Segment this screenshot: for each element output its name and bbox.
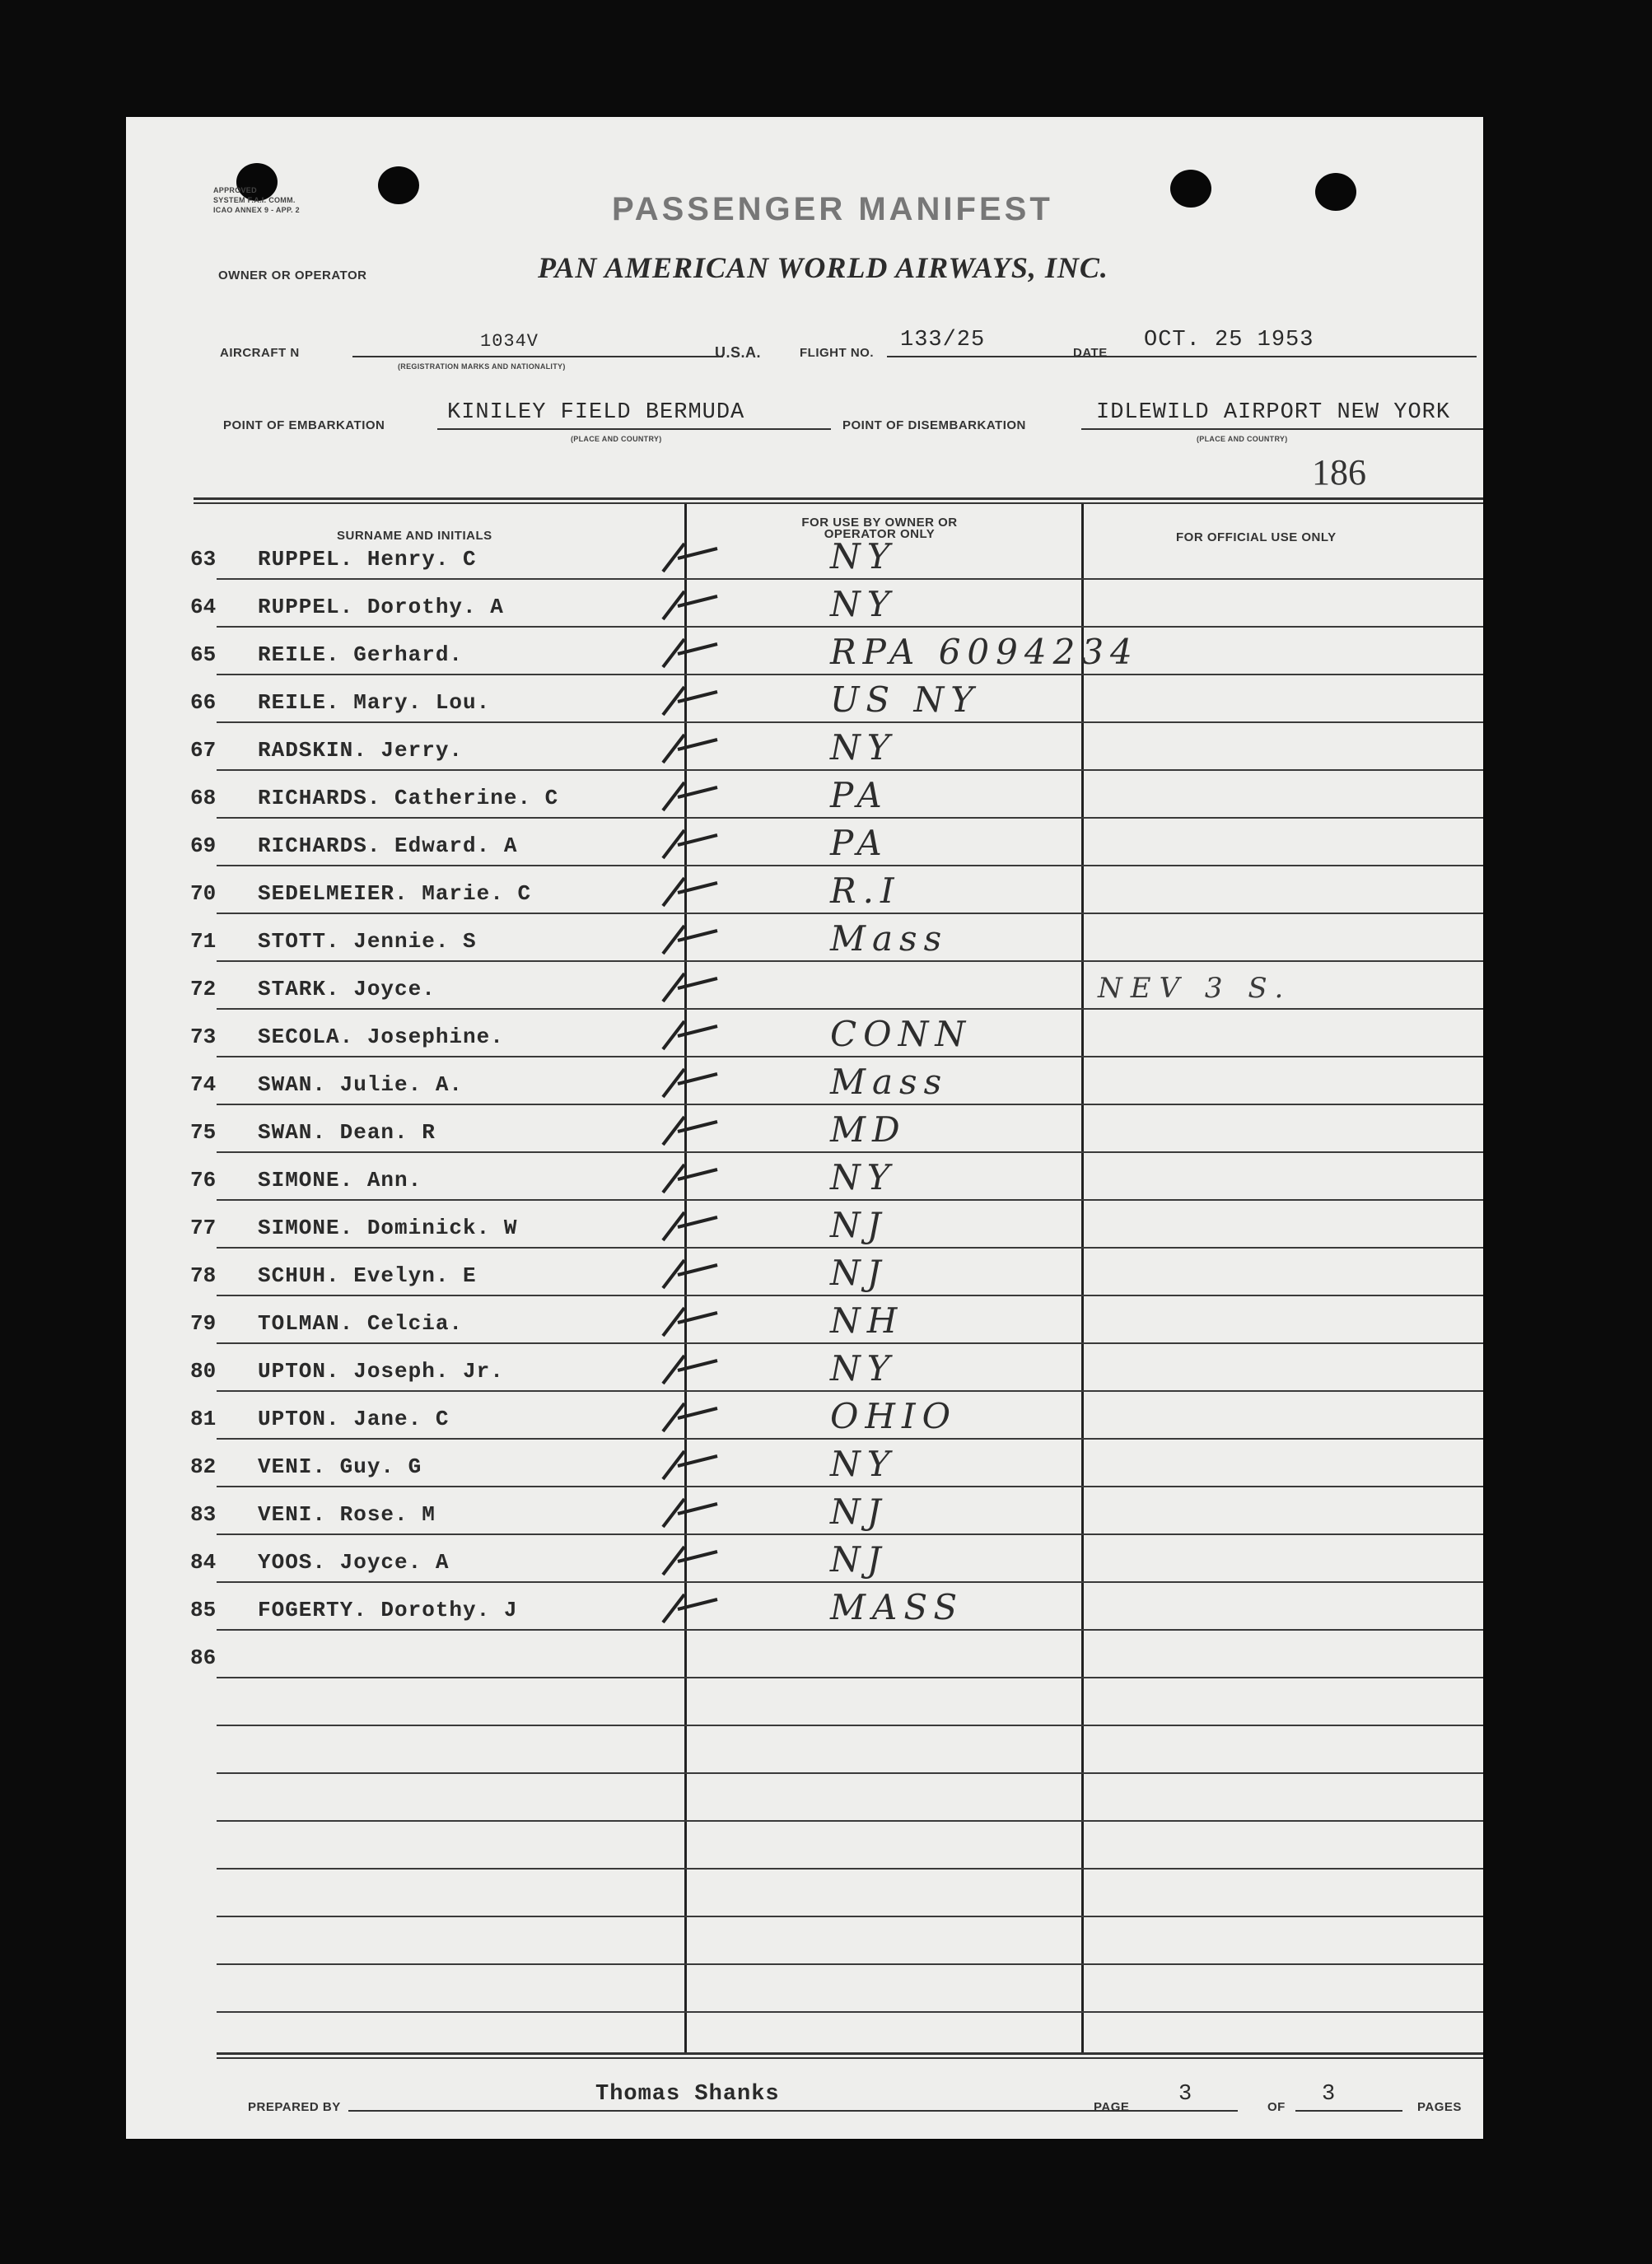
column-header-name: SURNAME AND INITIALS <box>337 529 492 543</box>
airline-name: PAN AMERICAN WORLD AIRWAYS, INC. <box>538 251 1108 284</box>
check-mark-icon <box>653 540 719 573</box>
passenger-state: NY <box>830 1348 897 1389</box>
check-mark-icon <box>653 1305 719 1337</box>
check-mark-icon <box>653 779 719 812</box>
passenger-name: SWAN. Julie. A. <box>258 1072 464 1097</box>
check-mark-icon <box>653 1161 719 1194</box>
passenger-state: MASS <box>830 1587 964 1627</box>
blank-row <box>126 1870 1483 1917</box>
table-row <box>126 1344 1483 1392</box>
punch-hole-right-1 <box>1170 170 1211 208</box>
table-row <box>126 1010 1483 1057</box>
row-number: 73 <box>190 1025 217 1049</box>
check-mark-icon <box>653 1543 719 1576</box>
table-row <box>126 675 1483 723</box>
table-row <box>126 1631 1483 1678</box>
check-mark-icon <box>653 1400 719 1433</box>
column-header-official: FOR OFFICIAL USE ONLY <box>1176 530 1337 544</box>
date-value: OCT. 25 1953 <box>1144 328 1314 352</box>
column-header-owner: FOR USE BY OWNER OR OPERATOR ONLY <box>801 516 958 541</box>
passenger-state: NY <box>830 1157 897 1197</box>
row-number: 72 <box>190 977 217 1001</box>
blank-row <box>126 1965 1483 2013</box>
passenger-name: RICHARDS. Edward. A <box>258 833 518 858</box>
passenger-name: STOTT. Jennie. S <box>258 929 477 954</box>
row-number: 86 <box>190 1645 217 1670</box>
passenger-state: NJ <box>830 1491 888 1532</box>
passenger-name: SCHUH. Evelyn. E <box>258 1263 477 1288</box>
passenger-name: SWAN. Dean. R <box>258 1120 436 1145</box>
table-row <box>126 1105 1483 1153</box>
disembarkation-sublabel: (PLACE AND COUNTRY) <box>1197 435 1288 443</box>
passenger-name: REILE. Gerhard. <box>258 642 464 667</box>
check-mark-icon <box>653 875 719 908</box>
check-mark-icon <box>653 1018 719 1051</box>
row-number: 82 <box>190 1454 217 1479</box>
row-number: 84 <box>190 1550 217 1575</box>
aircraft-value: 1034V <box>480 331 539 352</box>
table-row <box>126 1392 1483 1440</box>
pages-value: 3 <box>1322 2082 1337 2107</box>
pages-label: PAGES <box>1417 2100 1462 2114</box>
passenger-name: VENI. Guy. G <box>258 1454 422 1479</box>
approval-line-1: APPROVED <box>213 186 257 194</box>
passenger-state: Mass <box>830 1062 949 1102</box>
check-mark-icon <box>653 1448 719 1481</box>
row-number: 80 <box>190 1359 217 1384</box>
prepared-by-value: Thomas Shanks <box>595 2082 780 2107</box>
table-row <box>126 1249 1483 1296</box>
table-row <box>126 1583 1483 1631</box>
check-mark-icon <box>653 1591 719 1624</box>
table-row <box>126 1201 1483 1249</box>
check-mark-icon <box>653 1113 719 1146</box>
passenger-name: VENI. Rose. M <box>258 1502 436 1527</box>
table-row <box>126 1487 1483 1535</box>
check-mark-icon <box>653 1352 719 1385</box>
row-number: 78 <box>190 1263 217 1288</box>
approval-line-3: ICAO ANNEX 9 - APP. 2 <box>213 206 300 214</box>
passenger-name: STARK. Joyce. <box>258 977 436 1001</box>
passenger-name: RICHARDS. Catherine. C <box>258 786 559 810</box>
passenger-state: OHIO <box>830 1396 958 1436</box>
passenger-state: RPA 6094234 <box>830 632 1139 672</box>
table-row <box>126 1440 1483 1487</box>
row-number: 71 <box>190 929 217 954</box>
row-number: 79 <box>190 1311 217 1336</box>
page-value: 3 <box>1178 2082 1193 2107</box>
table-row <box>126 1153 1483 1201</box>
row-number: 85 <box>190 1598 217 1622</box>
flight-value: 133/25 <box>900 328 986 352</box>
date-label: DATE <box>1073 346 1108 360</box>
of-label: OF <box>1267 2100 1286 2114</box>
row-number: 69 <box>190 833 217 858</box>
row-number: 83 <box>190 1502 217 1527</box>
official-note: NEV 3 S. <box>1098 972 1292 1005</box>
aircraft-sublabel: (REGISTRATION MARKS AND NATIONALITY) <box>398 362 566 371</box>
passenger-name: RUPPEL. Dorothy. A <box>258 595 504 619</box>
owner-label: OWNER OR OPERATOR <box>218 268 367 282</box>
row-number: 77 <box>190 1216 217 1240</box>
passenger-state: PA <box>830 775 889 815</box>
check-mark-icon <box>653 970 719 1003</box>
passenger-name: RADSKIN. Jerry. <box>258 738 464 763</box>
passenger-name: FOGERTY. Dorothy. J <box>258 1598 518 1622</box>
passenger-state: R.I <box>830 871 901 911</box>
table-row <box>126 532 1483 580</box>
table-row <box>126 580 1483 628</box>
passenger-state: MD <box>830 1109 907 1150</box>
passenger-table <box>126 532 1483 2047</box>
blank-row <box>126 1678 1483 1726</box>
passenger-state: NJ <box>830 1205 888 1245</box>
passenger-name: SIMONE. Ann. <box>258 1168 422 1193</box>
passenger-state: PA <box>830 823 889 863</box>
table-row <box>126 819 1483 866</box>
disembarkation-value: IDLEWILD AIRPORT NEW YORK <box>1096 400 1451 425</box>
passenger-name: SEDELMEIER. Marie. C <box>258 881 532 906</box>
table-row <box>126 866 1483 914</box>
table-row <box>126 723 1483 771</box>
passenger-state: NY <box>830 584 897 624</box>
passenger-state: Mass <box>830 918 949 959</box>
row-number: 64 <box>190 595 217 619</box>
passenger-name: TOLMAN. Celcia. <box>258 1311 464 1336</box>
passenger-state: NY <box>830 536 897 577</box>
row-number: 63 <box>190 547 217 572</box>
passenger-state: NH <box>830 1300 904 1341</box>
row-number: 76 <box>190 1168 217 1193</box>
check-mark-icon <box>653 588 719 621</box>
table-row <box>126 1296 1483 1344</box>
passenger-name: UPTON. Jane. C <box>258 1407 450 1431</box>
row-number: 70 <box>190 881 217 906</box>
passenger-state: NY <box>830 727 897 768</box>
check-mark-icon <box>653 636 719 669</box>
passenger-name: YOOS. Joyce. A <box>258 1550 450 1575</box>
blank-row <box>126 1726 1483 1774</box>
embarkation-label: POINT OF EMBARKATION <box>223 418 385 432</box>
row-number: 66 <box>190 690 217 715</box>
blank-row <box>126 1774 1483 1822</box>
page-label: PAGE <box>1094 2100 1130 2114</box>
check-mark-icon <box>653 1496 719 1529</box>
passenger-name: UPTON. Joseph. Jr. <box>258 1359 504 1384</box>
table-row <box>126 1535 1483 1583</box>
row-rule <box>217 2011 1483 2013</box>
aircraft-label: AIRCRAFT N <box>220 346 300 360</box>
check-mark-icon <box>653 1066 719 1099</box>
stamp-number: 186 <box>1312 452 1366 492</box>
disembarkation-label: POINT OF DISEMBARKATION <box>842 418 1026 432</box>
table-row <box>126 914 1483 962</box>
row-number: 67 <box>190 738 217 763</box>
check-mark-icon <box>653 684 719 717</box>
row-number: 68 <box>190 786 217 810</box>
table-row <box>126 1057 1483 1105</box>
check-mark-icon <box>653 922 719 955</box>
row-number: 75 <box>190 1120 217 1145</box>
blank-row <box>126 1917 1483 1965</box>
manifest-sheet <box>126 117 1483 2139</box>
embarkation-value: KINILEY FIELD BERMUDA <box>447 400 745 425</box>
country-label: U.S.A. <box>715 344 762 361</box>
passenger-name: REILE. Mary. Lou. <box>258 690 491 715</box>
passenger-state: NJ <box>830 1253 888 1293</box>
passenger-state: NY <box>830 1444 897 1484</box>
passenger-state: US NY <box>830 679 980 720</box>
row-number: 74 <box>190 1072 217 1097</box>
passenger-name: SIMONE. Dominick. W <box>258 1216 518 1240</box>
check-mark-icon <box>653 1257 719 1290</box>
passenger-state: NJ <box>830 1539 888 1580</box>
table-row <box>126 771 1483 819</box>
punch-hole-left-2 <box>378 166 419 204</box>
table-row <box>126 628 1483 675</box>
approval-line-2: SYSTEM F.A.I. COMM. <box>213 196 296 204</box>
check-mark-icon <box>653 1209 719 1242</box>
punch-hole-right-2 <box>1315 173 1356 211</box>
passenger-name: SECOLA. Josephine. <box>258 1025 504 1049</box>
check-mark-icon <box>653 731 719 764</box>
flight-label: FLIGHT NO. <box>800 346 874 360</box>
row-number: 65 <box>190 642 217 667</box>
embarkation-sublabel: (PLACE AND COUNTRY) <box>571 435 662 443</box>
blank-row <box>126 1822 1483 1870</box>
passenger-name: RUPPEL. Henry. C <box>258 547 477 572</box>
prepared-by-label: PREPARED BY <box>248 2100 341 2114</box>
passenger-state: CONN <box>830 1014 973 1054</box>
table-row <box>126 962 1483 1010</box>
row-number: 81 <box>190 1407 217 1431</box>
page-title: PASSENGER MANIFEST <box>612 191 1053 227</box>
check-mark-icon <box>653 827 719 860</box>
